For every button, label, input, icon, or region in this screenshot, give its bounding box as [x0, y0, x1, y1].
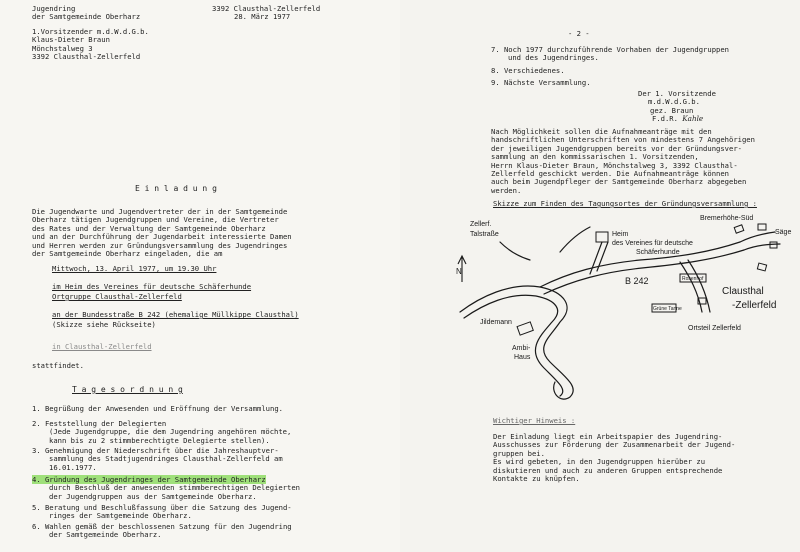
- agenda-title: T a g e s o r d n u n g: [72, 385, 183, 394]
- label-heim: Heim: [612, 231, 629, 238]
- label-clausthal: Clausthal: [722, 286, 764, 297]
- house-marker: [758, 224, 766, 230]
- closing-text: stattfindet.: [32, 361, 84, 370]
- agenda-item-9: 9. Nächste Versammlung.: [491, 78, 591, 87]
- highlighted-agenda-text: Gründung des Jugendringes der Samtgemeinde Oberharz: [44, 475, 266, 484]
- label-bremerhoehe: Bremerhöhe-Süd: [700, 215, 754, 222]
- label-ortsteil: Ortsteil Zellerfeld: [688, 325, 741, 332]
- heim-building: [596, 232, 608, 242]
- label-zellerfeld: -Zellerfeld: [732, 300, 777, 311]
- label-vereines: des Vereines für deutsche: [612, 240, 693, 247]
- signature-block: Der 1. Vorsitzende m.d.W.d.G.b. gez. Braun F.d.R. Kahle: [638, 89, 716, 124]
- agenda-item-2: 2. Feststellung der Delegierten (Jede Jugendgruppe, die dem Jugendring angehören möchte, kann bis zu 2 stimmberechtigte Delegierte stellen).: [32, 419, 292, 445]
- sender-address: 1.Vorsitzender m.d.W.d.G.b. Klaus-Dieter Braun Mönchstalweg 3 3392 Clausthal-Zellerfeld: [32, 27, 149, 62]
- meeting-date: Mittwoch, 13. April 1977, um 19.30 Uhr: [52, 264, 217, 273]
- road-main-parallel: [544, 250, 744, 294]
- house-marker: [770, 242, 777, 248]
- house-marker: [757, 263, 766, 271]
- agenda-item-7: 7. Noch 1977 durchzuführende Vorhaben der Jugendgruppen und des Jugendringes.: [491, 45, 730, 63]
- road-b242-outer: [460, 286, 573, 399]
- north-label: N: [456, 267, 462, 276]
- notice-paragraph: Nach Möglichkeit sollen die Aufnahmeanträge mit den handschriftlichen Unterschriften von mindestens 7 Angehörigen der jeweiligen Jugendgruppen bereits vor der Gründungsver- sammlung an den kommissarischen 1. Vorsitzenden, Herrn Klaus-Dieter Braun, Mönchstalweg 3, 3392 Clausthal- Zellerfeld geschickt werden. Die Aufnahmeanträge können auch beim Jugendpfleger der Samtgemeinde Oberharz abgegeben werden.: [491, 127, 755, 195]
- label-b242: B 242: [625, 276, 649, 286]
- header-organization: Jugendring der Samtgemeinde Oberharz: [32, 4, 141, 22]
- intro-paragraph: Die Jugendwarte und Jugendvertreter der in der Samtgemeinde Oberharz tätigen Jugendgruppen und Vereine, die Vertreter des Rates und der Verwaltung der Samtgemeinde Oberharz und an der Durchführung der Jugendarbeit interessierte Damen und Herren werden zur Gründungsversammlung des Jugendringes der Samtgemeinde Oberharz eingeladen, die am: [32, 207, 292, 259]
- page-2: [400, 0, 800, 552]
- label-talstrasse: Talstraße: [470, 231, 499, 238]
- label-ambi: Ambi-: [512, 345, 531, 352]
- label-gruene-tanne: Grüne Tanne: [653, 306, 682, 312]
- venue-line-1: im Heim des Vereines für deutsche Schäferhunde: [52, 282, 252, 291]
- venue-line-2: Ortgruppe Clausthal-Zellerfeld: [52, 292, 182, 301]
- label-jildemann: Jildemann: [480, 319, 512, 326]
- document-title: E i n l a d u n g: [135, 184, 217, 193]
- label-zellerf: Zellerf.: [470, 221, 492, 228]
- agenda-item-5: 5. Beratung und Beschlußfassung über die Satzung des Jugend- ringes der Samtgemeinde Oberharz.: [32, 503, 292, 521]
- sketch-note: (Skizze siehe Rückseite): [52, 320, 156, 329]
- agenda-item-1: 1. Begrüßung der Anwesenden und Eröffnung der Versammlung.: [32, 404, 283, 413]
- page-number: - 2 -: [568, 29, 590, 38]
- map-title: Skizze zum Finden des Tagungsortes der Gründungsversammlung :: [493, 199, 757, 208]
- hint-paragraph: Der Einladung liegt ein Arbeitspapier des Jugendring- Ausschusses zur Förderung der Zusammenarbeit der Jugend- gruppen bei. Es wird gebeten, in den Jugendgruppen hierüber zu diskutieren und auch zu anderen Gruppen entsprechende Kontakte zu knüpfen.: [493, 432, 736, 484]
- handwritten-signature: Kahle: [682, 114, 704, 124]
- label-rosenhof: Rosenhof: [682, 276, 704, 282]
- street-line: an der Bundesstraße B 242 (ehemalige Müllkippe Clausthal): [52, 310, 299, 319]
- town-line: in Clausthal-Zellerfeld: [52, 342, 152, 351]
- agenda-item-8: 8. Verschiedenes.: [491, 66, 565, 75]
- label-haus: Haus: [514, 354, 531, 361]
- header-place-date: 3392 Clausthal-Zellerfeld 28. März 1977: [212, 4, 321, 22]
- ambihaus-building: [517, 322, 533, 335]
- label-saege: Säge: [775, 229, 792, 236]
- agenda-item-3: 3. Genehmigung der Niederschrift über die Jahreshauptver- sammlung des Stadtjugendringes Clausthal-Zellerfeld am 16.01.1977.: [32, 446, 283, 472]
- agenda-item-4: 4. Gründung des Jugendringes der Samtgemeinde Oberharz durch Beschluß der anwesenden stimmberechtigen Delegierten der Jugendgruppen aus der Samtgemeinde Oberharz.: [32, 475, 300, 501]
- agenda-item-6: 6. Wahlen gemäß der beschlossenen Satzung für den Jugendring der Samtgemeinde Oberharz.: [32, 522, 292, 540]
- location-sketch-map: [440, 212, 800, 412]
- house-marker: [734, 225, 744, 233]
- label-schaeferhunde: Schäferhunde: [636, 249, 680, 256]
- hint-title: Wichtiger Hinweis :: [493, 416, 576, 425]
